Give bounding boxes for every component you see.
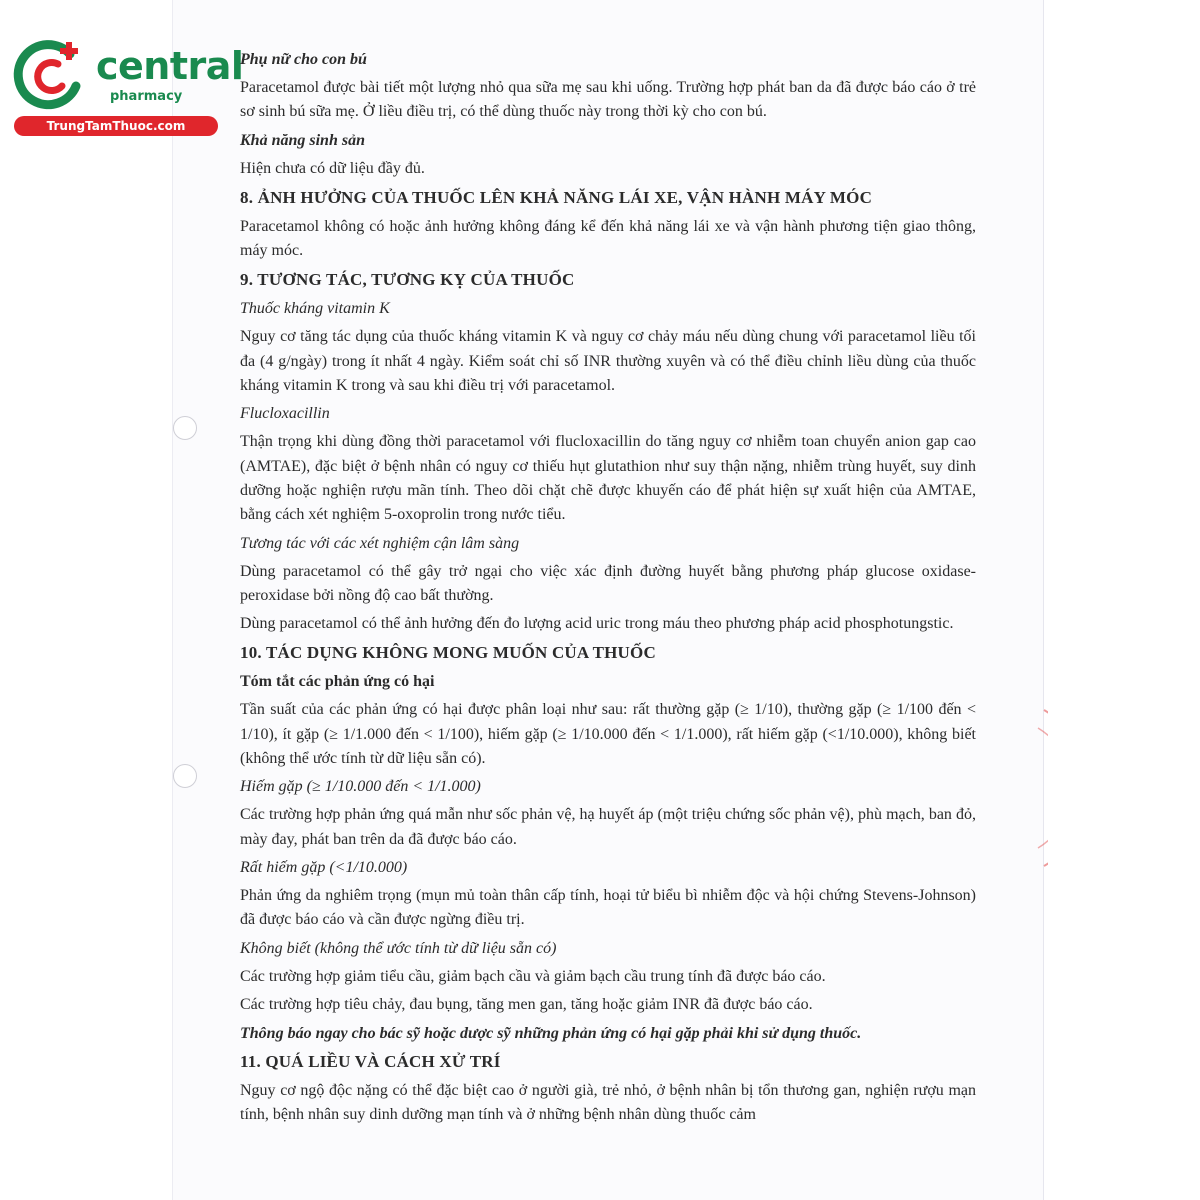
subsection-title: Flucloxacillin <box>240 405 330 423</box>
section-heading: 9. TƯƠNG TÁC, TƯƠNG KỴ CỦA THUỐC <box>240 270 575 290</box>
paragraph: Thận trọng khi dùng đồng thời paracetamol với flucloxacillin do tăng nguy cơ nhiễm toan chuyển anion gap cao (AMTAE), đặc biệt ở bệnh nhân có nguy cơ thiếu hụt glutathion như suy thận nặng, nhiễm trùng huyết, suy dinh dưỡng hoặc nghiện rượu mãn tính. Theo dõi chặt chẽ được khuyến cáo để phát hiện sự xuất hiện của AMTAE, bằng cách xét nghiệm 5-oxoprolin trong nước tiểu. <box>240 433 976 524</box>
paragraph: Các trường hợp giảm tiểu cầu, giảm bạch cầu và giảm bạch cầu trung tính đã được báo cáo. <box>240 967 826 985</box>
central-pharmacy-logo[interactable] <box>10 34 244 138</box>
pharmacy-cross-icon <box>10 34 92 116</box>
brand-subtitle: pharmacy <box>110 89 183 104</box>
paragraph: Dùng paracetamol có thể ảnh hưởng đến đo lượng acid uric trong máu theo phương pháp acid phosphotungstic. <box>240 615 954 633</box>
subsection-title: Khả năng sinh sản <box>240 131 365 149</box>
section-heading: 10. TÁC DỤNG KHÔNG MONG MUỐN CỦA THUỐC <box>240 643 656 663</box>
punch-hole <box>173 416 197 440</box>
paragraph: Tần suất của các phản ứng có hại được phân loại như sau: rất thường gặp (≥ 1/10), thường gặp (≥ 1/100 đến < 1/10), ít gặp (≥ 1/1.000 đến < 1/100), hiếm gặp (≥ 1/10.000 đến < 1/1.000), rất hiếm gặp (<1/10.000), không biết (không thể ước tính từ dữ liệu sẵn có). <box>240 701 976 768</box>
red-stamp-mark <box>1008 706 1048 870</box>
subsection-title: Phụ nữ cho con bú <box>240 51 367 68</box>
subsection-title: Thuốc kháng vitamin K <box>240 300 390 318</box>
section-heading: 8. ẢNH HƯỞNG CỦA THUỐC LÊN KHẢ NĂNG LÁI XE, VẬN HÀNH MÁY MÓC <box>240 187 873 207</box>
brand-name: central <box>96 44 244 88</box>
subsection-title: Rất hiếm gặp (<1/10.000) <box>240 858 408 876</box>
subsection-title: Tương tác với các xét nghiệm cận lâm sàng <box>240 534 520 552</box>
section-heading: 11. QUÁ LIỀU VÀ CÁCH XỬ TRÍ <box>240 1052 501 1072</box>
paragraph: Dùng paracetamol có thể gây trở ngại cho việc xác định đường huyết bằng phương pháp glucose oxidase-peroxidase bởi nồng độ cao bất thường. <box>240 562 976 604</box>
paragraph: Paracetamol được bài tiết một lượng nhỏ qua sữa mẹ sau khi uống. Trường hợp phát ban da đã được báo cáo ở trẻ sơ sinh bú sữa mẹ. Ở liều điều trị, có thể dùng thuốc này trong thời kỳ cho con bú. <box>240 79 976 121</box>
subsection-title: Không biết (không thể ước tính từ dữ liệu sẵn có) <box>240 939 557 957</box>
warning-notice: Thông báo ngay cho bác sỹ hoặc dược sỹ những phản ứng có hại gặp phải khi sử dụng thuốc. <box>240 1025 862 1043</box>
subsection-title: Tóm tắt các phản ứng có hại <box>240 673 435 691</box>
subsection-title: Hiếm gặp (≥ 1/10.000 đến < 1/1.000) <box>240 778 481 796</box>
punch-hole <box>173 764 197 788</box>
paragraph: Hiện chưa có dữ liệu đầy đủ. <box>240 159 425 177</box>
paragraph: Nguy cơ ngộ độc nặng có thể đặc biệt cao ở người già, trẻ nhỏ, ở bệnh nhân bị tổn thương gan, nghiện rượu mạn tính, bệnh nhân suy dinh dưỡng mạn tính và ở những bệnh nhân dùng thuốc cảm <box>240 1082 976 1124</box>
paragraph: Paracetamol không có hoặc ảnh hưởng không đáng kể đến khả năng lái xe và vận hành phương tiện giao thông, máy móc. <box>240 217 976 260</box>
paragraph: Các trường hợp phản ứng quá mẫn như sốc phản vệ, hạ huyết áp (một triệu chứng sốc phản vệ), phù mạch, ban đỏ, mày đay, phát ban trên da đã được báo cáo. <box>240 806 976 848</box>
paragraph: Các trường hợp tiêu chảy, đau bụng, tăng men gan, tăng hoặc giảm INR đã được báo cáo. <box>240 995 813 1013</box>
paragraph: Nguy cơ tăng tác dụng của thuốc kháng vitamin K và nguy cơ chảy máu nếu dùng chung với paracetamol liều tối đa (4 g/ngày) trong ít nhất 4 ngày. Kiểm soát chỉ số INR thường xuyên và có thể điều chỉnh liều dùng của thuốc kháng vitamin K trong và sau khi điều trị với paracetamol. <box>240 328 976 395</box>
paragraph: Phản ứng da nghiêm trọng (mụn mủ toàn thân cấp tính, hoại tử biểu bì nhiễm độc và hội chứng Stevens-Johnson) đã được báo cáo và cần được ngừng điều trị. <box>240 886 976 929</box>
document-content <box>240 48 976 1132</box>
brand-website-link[interactable]: TrungTamThuoc.com <box>14 116 218 136</box>
